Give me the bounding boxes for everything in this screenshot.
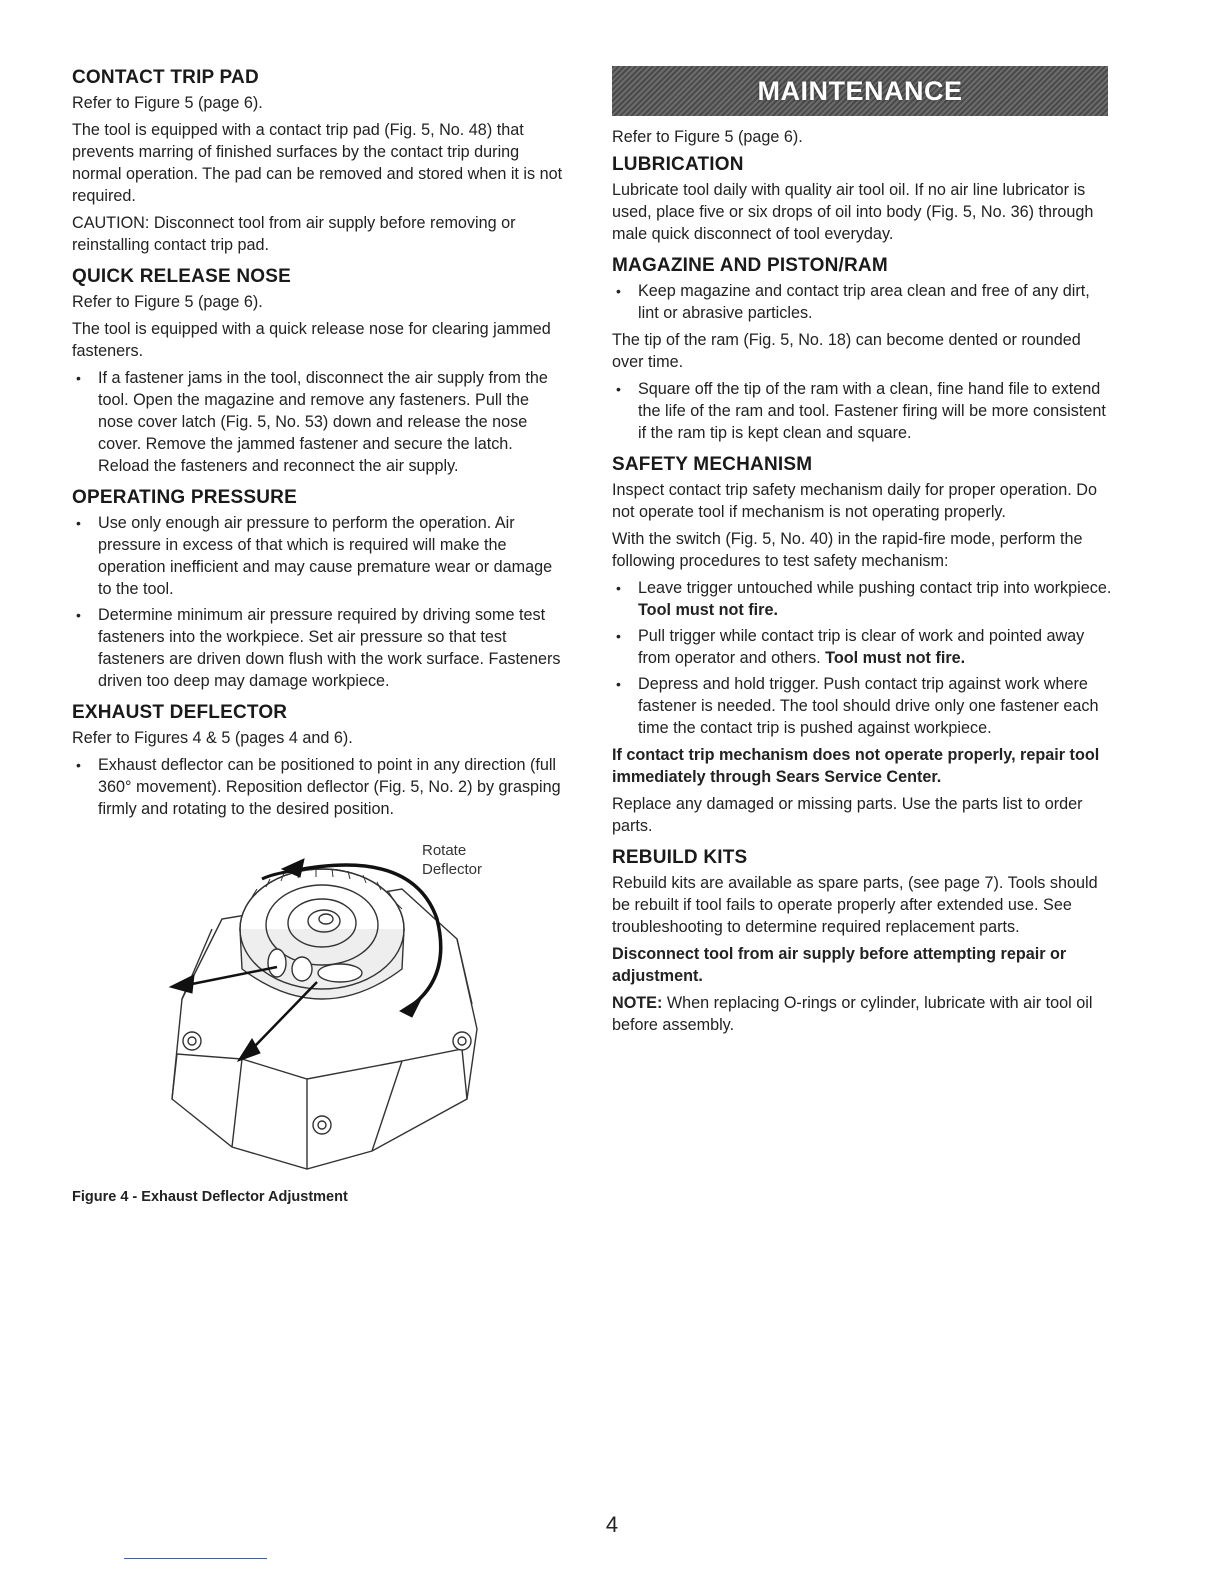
body-rebuild-kits: Rebuild kits are available as spare parts, (see page 7). Tools should be rebuilt if tool fails to operate properly after extended use. See troubleshooting to determine required replacement parts. <box>612 874 1098 936</box>
exhaust-deflector-illustration <box>72 829 564 1179</box>
bottom-rule <box>124 1558 267 1559</box>
ref-contact-trip-pad: Refer to Figure 5 (page 6). <box>72 94 263 112</box>
heading-magazine-piston-ram: MAGAZINE AND PISTON/RAM <box>612 255 888 276</box>
callout-line-1: Rotate <box>422 842 467 859</box>
section-magazine-piston-ram <box>612 254 1112 444</box>
banner-title: MAINTENANCE <box>757 75 963 106</box>
list-item: • If a fastener jams in the tool, disconnect the air supply from the tool. Open the magazine and remove any fasteners. Pull the nose cover latch (Fig. 5, No. 53) down and release the nose cover. Remove the jammed fastener and secure the latch. Reload the fasteners and reconnect the air supply. <box>76 369 548 475</box>
list-item: • Determine minimum air pressure required by driving some test fasteners into the workpiece. Set air pressure so that test fasteners are driven down flush with the work surface. Fasteners driven too deep may damage workpiece. <box>76 606 561 690</box>
body-magazine: The tip of the ram (Fig. 5, No. 18) can become dented or rounded over time. <box>612 331 1081 371</box>
bullets-magazine-1 <box>612 280 1112 324</box>
right-column <box>612 66 1112 1045</box>
ref-maintenance: Refer to Figure 5 (page 6). <box>612 128 803 146</box>
list-item: • Depress and hold trigger. Push contact trip against work where fastener is needed. The tool should drive only one fastener each time the contact trip is pushed against workpiece. <box>616 675 1099 737</box>
callout-line-2: Deflector <box>422 861 483 878</box>
figure-4-exhaust-deflector <box>72 829 564 1189</box>
bullet-icon: • <box>76 515 81 531</box>
section-contact-trip-pad <box>72 66 564 256</box>
bullet-icon: • <box>76 757 81 773</box>
list-item: • Square off the tip of the ram with a clean, fine hand file to extend the life of the ram and tool. Fastener firing will be more consistent if the ram tip is kept clean and square. <box>616 380 1106 442</box>
caution-contact-trip-pad: CAUTION: Disconnect tool from air supply before removing or reinstalling contact trip pad. <box>72 214 516 254</box>
section-exhaust-deflector <box>72 701 564 820</box>
body-contact-trip-pad: The tool is equipped with a contact trip pad (Fig. 5, No. 48) that prevents marring of finished surfaces by the contact trip during normal operation. The pad can be removed and stored when it is not required. <box>72 121 563 205</box>
bullets-operating-pressure <box>72 512 564 692</box>
body-safety-1: Inspect contact trip safety mechanism daily for proper operation. Do not operate tool if mechanism is not operating properly. <box>612 481 1097 521</box>
section-quick-release-nose <box>72 265 564 477</box>
bullets-quick-release-nose <box>72 367 564 477</box>
body-quick-release-nose: The tool is equipped with a quick release nose for clearing jammed fasteners. <box>72 320 551 360</box>
section-rebuild-kits <box>612 846 1112 1036</box>
body-lubrication: Lubricate tool daily with quality air tool oil. If no air line lubricator is used, place five or six drops of oil into body (Fig. 5, No. 36) through male quick disconnect of tool everyday. <box>612 181 1094 243</box>
note-label: NOTE: <box>612 994 663 1012</box>
body-replace-parts: Replace any damaged or missing parts. Use the parts list to order parts. <box>612 795 1083 835</box>
list-item: • Exhaust deflector can be positioned to point in any direction (full 360° movement). Reposition deflector (Fig. 5, No. 2) by grasping firmly and rotating to the desired position. <box>76 756 561 818</box>
section-safety-mechanism <box>612 453 1112 837</box>
bullet-icon: • <box>616 580 621 596</box>
section-operating-pressure <box>72 486 564 692</box>
list-item: • Leave trigger untouched while pushing contact trip into workpiece. Tool must not fire. <box>616 579 1112 619</box>
note <box>612 992 1112 1036</box>
bullet-icon: • <box>616 283 621 299</box>
page-number: 4 <box>605 1512 619 1537</box>
heading-contact-trip-pad: CONTACT TRIP PAD <box>72 67 259 88</box>
rotate-deflector-callout <box>422 841 482 879</box>
section-lubrication <box>612 153 1112 245</box>
list-item: • Use only enough air pressure to perform the operation. Air pressure in excess of that which is required will make the operation inefficient and may cause premature wear or damage to the tool. <box>76 514 553 598</box>
left-column <box>72 66 564 1205</box>
bullet-icon: • <box>76 370 81 386</box>
figure-caption: Figure 4 - Exhaust Deflector Adjustment <box>72 1189 348 1205</box>
heading-exhaust-deflector: EXHAUST DEFLECTOR <box>72 702 288 723</box>
body-safety-2: With the switch (Fig. 5, No. 40) in the rapid-fire mode, perform the following procedures to test safety mechanism: <box>612 530 1083 570</box>
safety-warning: If contact trip mechanism does not operate properly, repair tool immediately through Sears Service Center. <box>612 746 1100 786</box>
bullet-icon: • <box>616 381 621 397</box>
ref-exhaust-deflector: Refer to Figures 4 & 5 (pages 4 and 6). <box>72 729 353 747</box>
heading-operating-pressure: OPERATING PRESSURE <box>72 487 297 508</box>
maintenance-banner <box>612 66 1108 116</box>
rebuild-warning: Disconnect tool from air supply before attempting repair or adjustment. <box>612 945 1067 985</box>
bullet-icon: • <box>616 676 621 692</box>
bullets-exhaust-deflector <box>72 754 564 820</box>
heading-quick-release-nose: QUICK RELEASE NOSE <box>72 266 291 287</box>
note-text: When replacing O-rings or cylinder, lubricate with air tool oil before assembly. <box>612 994 1093 1034</box>
ref-quick-release-nose: Refer to Figure 5 (page 6). <box>72 293 263 311</box>
bullet-icon: • <box>616 628 621 644</box>
bullets-magazine-2 <box>612 378 1112 444</box>
heading-rebuild-kits: REBUILD KITS <box>612 847 748 868</box>
list-item: • Keep magazine and contact trip area clean and free of any dirt, lint or abrasive particles. <box>616 282 1090 322</box>
heading-safety-mechanism: SAFETY MECHANISM <box>612 454 813 475</box>
bullets-safety <box>612 577 1112 739</box>
heading-lubrication: LUBRICATION <box>612 154 744 175</box>
list-item: • Pull trigger while contact trip is clear of work and pointed away from operator and others. Tool must not fire. <box>616 627 1085 667</box>
bullet-icon: • <box>76 607 81 623</box>
